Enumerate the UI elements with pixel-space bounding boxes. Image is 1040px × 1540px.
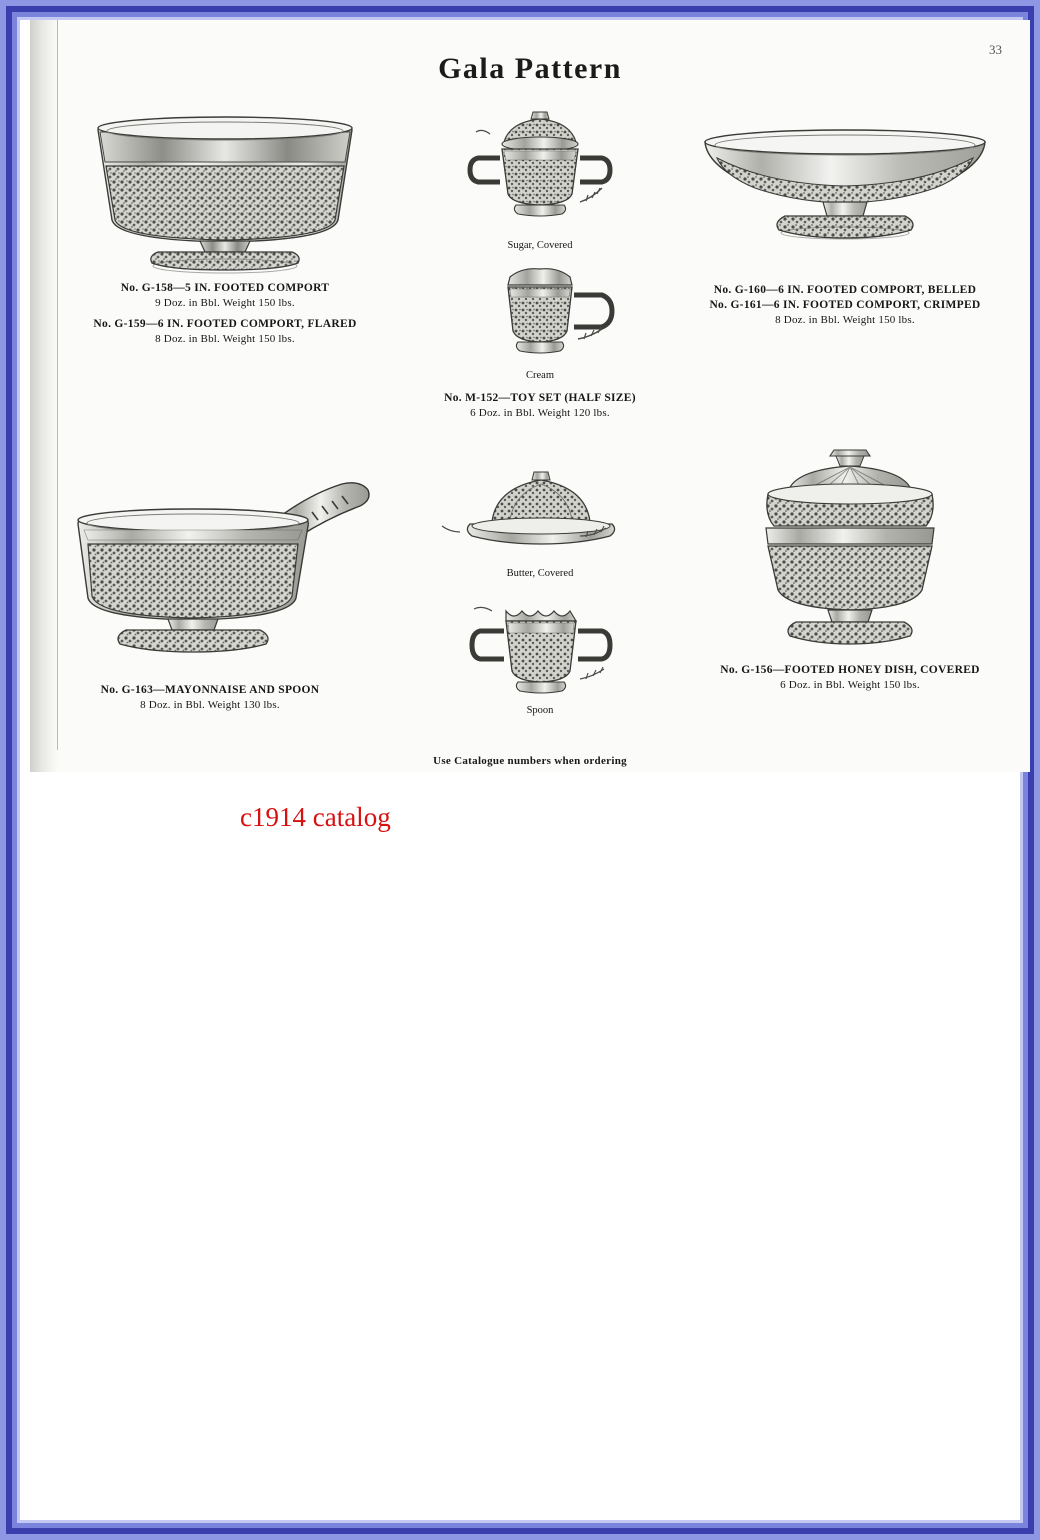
butter-covered-label: Butter, Covered xyxy=(506,568,574,579)
spoon-label: Spoon xyxy=(526,705,554,716)
footed-comport-caption: No. G-158—5 IN. FOOTED COMPORT 9 Doz. in Bbl. Weight 150 lbs. No. G-159—6 IN. FOOTED COMPORT, FLARED 8 Doz. in Bbl. Weight 150 lbs. xyxy=(93,282,357,345)
belled-comport-caption: No. G-160—6 IN. FOOTED COMPORT, BELLED No. G-161—6 IN. FOOTED COMPORT, CRIMPED 8 Doz. in Bbl. Weight 150 lbs. xyxy=(709,284,981,326)
honey-dish-illustration xyxy=(710,440,990,655)
item-butter-and-spoon xyxy=(430,460,650,718)
page-title: Gala Pattern xyxy=(438,52,622,85)
page-number: 33 xyxy=(989,42,1002,57)
scanned-catalog-page xyxy=(30,20,1030,772)
mayonnaise-caption: No. G-163—MAYONNAISE AND SPOON 8 Doz. in Bbl. Weight 130 lbs. xyxy=(100,684,320,711)
catalog-year-label: c1914 catalog xyxy=(240,802,391,832)
belled-comport-illustration xyxy=(695,120,995,275)
sugar-covered-illustration xyxy=(430,102,650,237)
cream-label: Cream xyxy=(526,370,554,381)
spoon-holder-illustration xyxy=(430,589,650,704)
butter-covered-illustration xyxy=(430,460,650,565)
item-footed-comport-belled xyxy=(695,120,995,328)
honey-dish-caption: No. G-156—FOOTED HONEY DISH, COVERED 6 Doz. in Bbl. Weight 150 lbs. xyxy=(720,664,980,691)
item-toy-set xyxy=(430,102,650,421)
footed-comport-illustration xyxy=(80,100,370,275)
page-canvas xyxy=(20,20,1020,1520)
scan-gutter-shadow xyxy=(30,20,58,772)
mayonnaise-and-spoon-illustration xyxy=(60,460,390,675)
cream-illustration xyxy=(430,259,650,369)
toy-set-caption: No. M-152—TOY SET (HALF SIZE) 6 Doz. in Bbl. Weight 120 lbs. xyxy=(444,392,636,419)
item-mayonnaise-and-spoon xyxy=(60,460,390,713)
item-footed-honey-dish xyxy=(710,440,990,693)
scan-gutter-line xyxy=(57,20,58,750)
item-footed-comport xyxy=(80,100,370,347)
sugar-covered-label: Sugar, Covered xyxy=(507,240,573,251)
ordering-note: Use Catalogue numbers when ordering xyxy=(433,755,627,767)
